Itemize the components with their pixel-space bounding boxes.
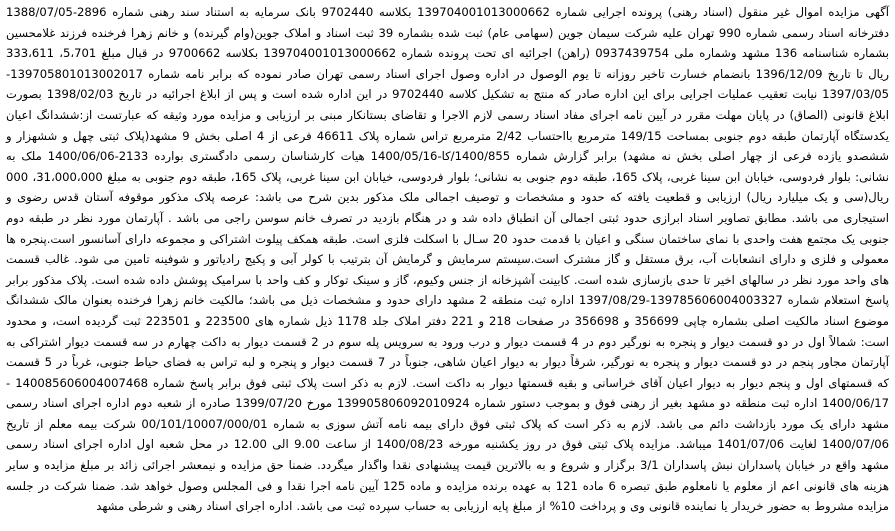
auction-notice-text: آگهی مزایده اموال غیر منقول (اسناد رهنی) پرونده اجرایی شماره 139704001013000662 بکلاسه 9702440 بانک سرمایه به استناد سند رهنی شماره 2896-1388/07/05 دفترخانه اسناد رسمی شماره 990 تهران علیه شرکت سیمان جوین (سهامی عام) ثبت شده بشماره 39 ثبت اسناد و املاک جوین(وام گیرنده) و خانم زهرا فرخنده فرزند غلامحسین بشماره شناسنامه 136 مشهد وشماره ملی 0937439754 (راهن) اجرائیه ای تحت پرونده شماره 139704001013000662 بکلاسه 9700662 در قبال مبلغ 5،701، 333،611 ریال تا تاریخ 1396/12/09 بانضمام خسارت تاخیر روزانه تا یوم الوصول در اداره وصول اجرای اسناد رسمی تهران صادر نموده که برابر نامه شماره 139705801013002017- 1397/03/05 نیابت تعقیب عملیات اجرایی برای این اداره صادر که منتج به تشکیل کلاسه 9702440 در این اداره شده است و پس از ابلاغ اجرائیه در تاریخ 1398/02/03 بصورت ابلاغ قانونی (الصاق) در پایان مهلت مقرر در آیین نامه اجرای مفاد اسناد رسمی لازم الاجرا و تقاضای بستانکار مبنی بر ارزیابی و مزایده مورد وثیقه که عبارتست از:ششدانگ اعیان یکدستگاه آپارتمان طبقه دوم جنوبی بمساحت 149/15 مترمربع بااحتساب 2/42 مترمربع تراس شماره پلاک 46611 فرعی از 4 اصلی بخش 9 مشهد(پلاک ثبتی چهل و ششهزار و ششصدو یازده فرعی از چهار اصلی بخش نه مشهد) برابر گزارش شماره 1400/855/کا-1400/05/16 هیات کارشناسان رسمی دادگستری بوارده 2133-1400/06/06 ملک به نشانی: بلوار فردوسی، خیابان ابن سینا غربی، پلاک 165، طبقه دوم جنوبی به نشانی؛ بلوار فردوسی، خیابان ابن سینا غربی، پلاک 165، طبقه دوم جنوبی به مبلغ 31،000،000، 000 ریال(سی و یک میلیارد ریال) ارزیابی و قطعیت یافته که حدود و مشخصات و توصیف اجمالی ملک مذکور بدین شرح می باشد: عرصه پلاک مذکور موقوفه آستان قدس رضوی و استیجاری می باشد. مطابق تصاویر اسناد ابرازی حدود ثبتی اجمالی آن انطباق داده شد و در هنگام بازدید در تصرف خانم سوسن راجی می باشد . آپارتمان مورد نظر در طبقه دوم جنوبی یک مجتمع هفت واحدی با نمای ساختمان سنگی و اعیان با قدمت حدود 20 سـال با اسکلت فلزی است. طبقه همکف پیلوت اشتراکی و مجموعه دارای آسانسور است.پنجره ها معمولی و فلزی و دارای انشعابات آب، برق مستقل و گاز مشترک است.سیستم سرمایش و گرمایش آن بترتیب با کولر آبی و پکیج رادیاتور و شوفینه تامین می شود. غالب قسمت های واحد مورد نظر در سالهای اخیر تا حدی بازسازی شده است. کابینت آشپزخانه از جنس وکیوم، گاز و سینک توکار و کف واحد با سرامیک پوشش داده شده است. پلاک مذکور برابر پاسخ استعلام شماره 139785606004003327-1397/08/29 اداره ثبت منطقه 2 مشهد دارای حدود و مشخصات ذیل می باشد؛ مالکیت خانم زهرا فرخنده بعنوان مالک ششدانگ موضوع اسناد مالکیت اصلی بشماره چاپی 356699 و 356698 در صفحات 218 و 221 دفتر املاک جلد 1178 ذیل شماره های 223500 و 223501 ثبت گردیده است، و محدود است: شمالاً اول در دو قسمت دیوار و پنجره به نورگیر دوم در 4 قسمت دیوار و درب ورود به سرویس پله سوم در 2 قسمت دیوار به داکت چهارم در سه قسمت دیوار اشتراکی به آپارتمان مجاور پنجم در دو قسمت دیوار و پنجره به نورگیر، شرقاً دیوار به دیوار اعیان شاهی، جنوباً در 7 قسمت دیوار و پنجره و لبه تراس به فضای حیاط جنوبی، غرباً در 5 قسمت که قسمتهای اول و پنجم دیوار به دیوار اعیان آقای خراسانی و بقیه قسمتها دیوار به داکت است. لازم به ذکر است پلاک ثبتی فوق برابر پاسخ شماره 140085606004007468 - 1400/06/17 اداره ثبت منطقه دو مشهد بغیر از رهنی فوق و بموجب دستور شماره 139905806092010924 مورخ 1399/07/20 صادره از شعبه دوم اداره اجرای اسناد رسمی مشهد دارای یک مورد بازداشت دائم می باشد. لازم به ذکر است که پلاک ثبتی فوق دارای بیمه نامه آتش سوزی به شماره 00/101/10007/000/01 شرکت بیمه معلم از تاریخ 1400/07/06 لغایت 1401/07/06 میباشد. مزایده پلاک ثبتی فوق در روز یکشنبه مورخه 1400/08/23 از ساعت 9.00 الی 12.00 در محل شعبه اول اداره اجرای اسناد رسمی مشهد واقع در خیابان پاسداران نبش پاسداران 3/1 برگزار و شروع و به بالاترین قیمت پیشنهادی نقدا واگذار میگردد. ضمنا حق مزایده و نیمعشر اجرائی زائد بر مبلغ مزایده و سایر هزینه های قانونی اعم از معلوم یا نامعلوم طبق تبصره 6 ماده 121 به عهده برنده مزایده و ماده 125 آیین نامه اجرا نقدا و فی المجلس وصول خواهد شد. ضمنا شرکت در جلسه مزایده مشروط به حضور خریدار یا نماینده قانونی وی و پرداخت 10% از مبلغ پایه ارزیابی به حساب سپرده ثبت می باشد. اداره اجرای اسناد رهنی و شرطی مشهد xyxy=(6,5,890,514)
